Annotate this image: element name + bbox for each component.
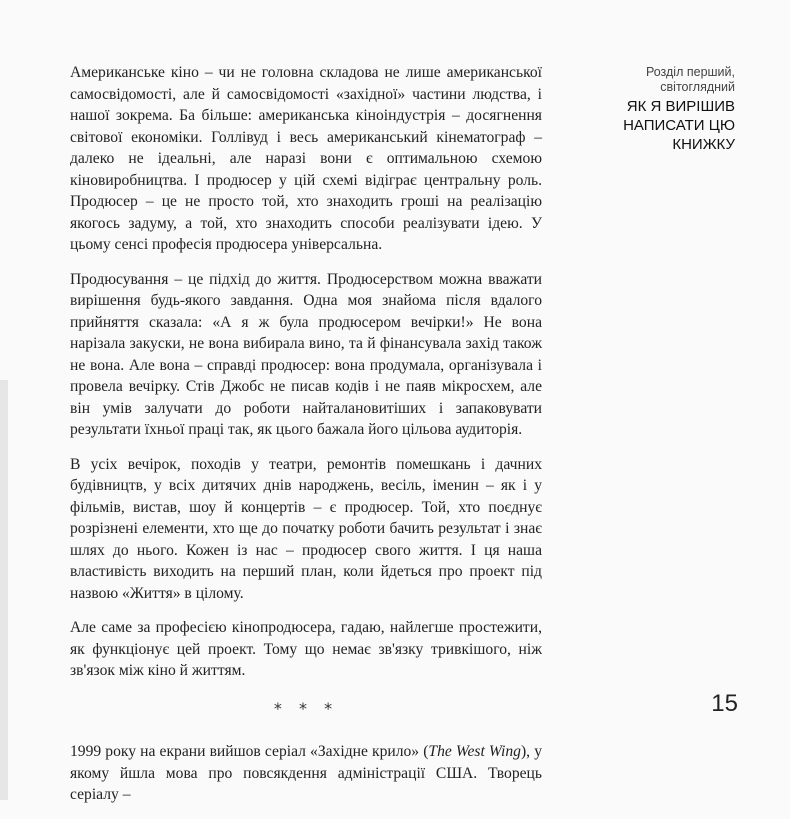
paragraph-1: Американське кіно – чи не головна складова не лише американської самосвідомості, але й самосвідомості «західної» частини людства, і нашої зокрема. Ба більше: американська кіноіндустрія – досягнення світової економіки. Голлівуд і весь американський кінематограф – далеко не ідеальні, але наразі вони є оптимальною схемою кіновиробництва. І продюсер у цій схемі відіграє центральну роль. Продюсер – це не просто той, хто знаходить гроші на реалізацію якогось задуму, а той, хто знаходить способи реалізувати ідею. У цьому сенсі професія продюсера універсальна. (70, 64, 542, 253)
paragraph-2: Продюсування – це підхід до життя. Продюсерством можна вважати вирішення будь-якого завдання. Одна моя знайома після вдалого прийняття сказала: «А я ж була продюсером вечірки!» Не вона нарізала закуски, не вона вибирала вино, та й фінансувала захід також не вона. Але вона – справді продюсер: вона продумала, організувала і провела вечірку. Стів Джобс не писав кодів і не паяв мікросхем, але він умів залучати до роботи найталановитіших і запаковувати результати їхньої праці так, як цього бажала його цільова аудиторія. (70, 270, 542, 438)
paragraph-4: Але саме за професією кінопродюсера, гадаю, найлегше простежити, як функціонує цей проект. Тому що немає зв'язку тривкішого, ніж зв'язок між кіно й життям. (70, 619, 542, 679)
chapter-label-line-1: Розділ перший, (645, 65, 735, 79)
chapter-sidebar (545, 65, 735, 154)
section-separator: * * * (273, 698, 339, 718)
chapter-label-line-2: світоглядний (660, 80, 735, 94)
page-edge-shadow (0, 380, 8, 800)
series-title: The West Wing (428, 743, 521, 760)
chapter-title-line-1: ЯК Я ВИРІШИВ (626, 98, 735, 115)
page-number: 15 (711, 690, 738, 717)
chapter-title-line-2: НАПИСАТИ ЦЮ (623, 117, 735, 134)
paragraph-5-end: ), у якому йшла мова про повсякдення адміністрації США. Творець серіалу – (70, 743, 542, 803)
paragraph-3: В усіх вечірок, походів у театри, ремонтів помешкань і дачних будівництв, у всіх дитячих днів народжень, весіль, іменин – як і у фільмів, вистав, шоу й концертів – є продюсер. Той, хто поєднує розрізнені елементи, хто ще до початку роботи бачить результат і знає шлях до нього. Кожен із нас – продюсер свого життя. І ця наша властивість виходить на перший план, коли йдеться про проект під назвою «Життя» в цілому. (70, 455, 542, 602)
chapter-title-line-3: КНИЖКУ (672, 136, 735, 153)
paragraph-5 (70, 741, 542, 806)
main-text-column (70, 62, 542, 819)
paragraph-5-start: 1999 року на екрани вийшов серіал «Західне крило» ( (70, 743, 429, 760)
